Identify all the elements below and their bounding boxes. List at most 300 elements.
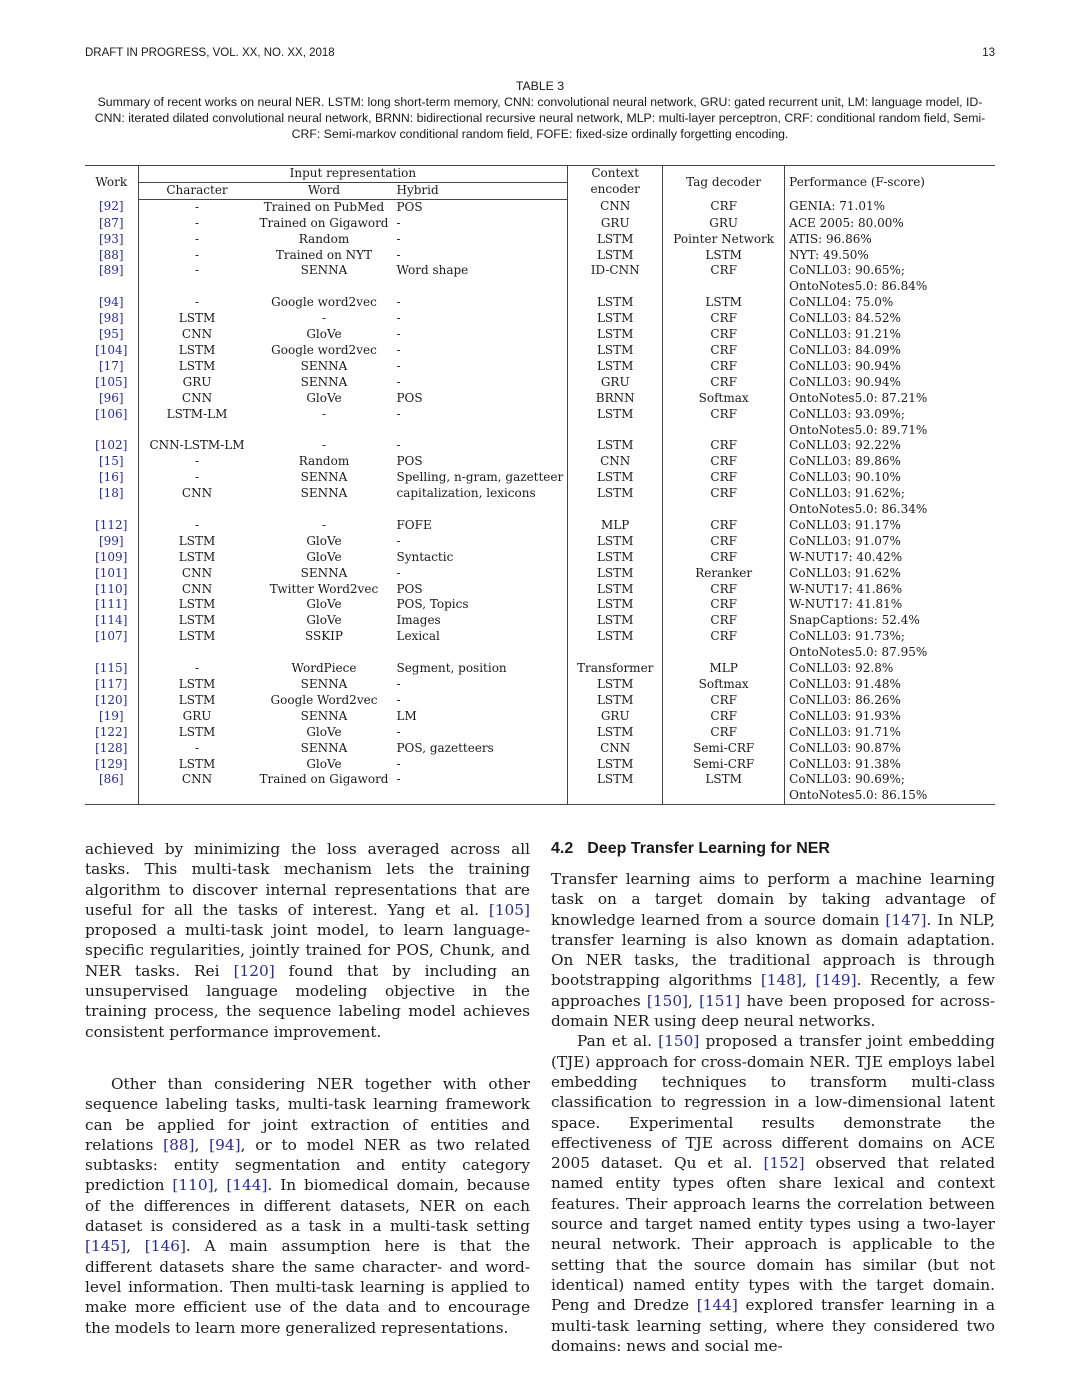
cell-hybrid: - [396, 247, 401, 262]
cell-encoder: LSTM [568, 582, 663, 598]
work-ref[interactable]: [115] [95, 661, 128, 676]
cell-word: GloVe [306, 390, 342, 405]
work-ref[interactable]: [128] [95, 740, 128, 755]
cell-performance: CoNLL03: 91.62%; [785, 486, 995, 502]
work-ref[interactable]: [95] [98, 327, 124, 342]
text-run: proposed a transfer joint embedding (TJE) approach for cross-domain NER. TJE employs label embedding techniques to transform multi-class classification to regression in a low-dimensional latent space. Experimental results demonstrate the effectiveness of TJE across different domains on ACE 2005 dataset. Qu et al. [551, 1032, 995, 1173]
cell-decoder: CRF [663, 343, 785, 359]
cell-encoder: LSTM [568, 295, 663, 311]
text-run: , [801, 971, 816, 990]
cell-word: GloVe [306, 597, 342, 612]
cell-hybrid: - [396, 342, 401, 357]
cell-performance: CoNLL03: 90.87% [785, 741, 995, 757]
cell-character: LSTM [138, 677, 255, 693]
table-row [85, 613, 995, 629]
cell-encoder: LSTM [568, 438, 663, 454]
table-row [85, 454, 995, 470]
header-word: Word [255, 182, 392, 199]
work-ref[interactable]: [102] [95, 438, 128, 453]
empty-cell [663, 423, 785, 439]
citation-link[interactable]: [149] [815, 971, 857, 990]
cell-performance: CoNLL03: 91.38% [785, 757, 995, 773]
cell-decoder: CRF [663, 375, 785, 391]
work-ref[interactable]: [15] [98, 454, 124, 469]
work-ref[interactable]: [94] [98, 295, 124, 310]
cell-character: CNN [138, 582, 255, 598]
table-row [85, 375, 995, 391]
cell-encoder: LSTM [568, 566, 663, 582]
cell-word: Random [298, 454, 350, 469]
cell-encoder: LSTM [568, 486, 663, 502]
text-run: . In NLP, transfer learning is also known as domain adaptation. On NER tasks, the traditional approach is through bootstrapping algorithms [551, 910, 995, 990]
work-ref[interactable]: [106] [95, 406, 128, 421]
cell-word: SENNA [300, 470, 348, 485]
header-work: Work [85, 166, 138, 200]
cell-hybrid: POS [396, 454, 423, 469]
work-ref[interactable]: [18] [98, 486, 124, 501]
cell-performance: CoNLL03: 90.65%; [785, 263, 995, 279]
cell-hybrid: - [396, 327, 401, 342]
empty-cell [568, 279, 663, 295]
table-row [85, 772, 995, 788]
work-ref[interactable]: [112] [95, 517, 128, 532]
cell-decoder: CRF [663, 582, 785, 598]
cell-hybrid: - [396, 756, 401, 771]
citation-link[interactable]: [151] [699, 991, 741, 1010]
cell-word: GloVe [306, 756, 342, 771]
cell-performance: CoNLL03: 90.94% [785, 375, 995, 391]
cell-word: GloVe [306, 613, 342, 628]
paragraph-transfer-learning [551, 869, 995, 1031]
text-run: , or to model NER as two related subtasks: entity segmentation and entity category prediction [85, 1135, 530, 1195]
work-ref[interactable]: [120] [95, 692, 128, 707]
cell-encoder: LSTM [568, 248, 663, 264]
citation-link[interactable]: [147] [885, 910, 927, 929]
cell-hybrid: - [396, 215, 401, 230]
cell-encoder: LSTM [568, 343, 663, 359]
cell-performance: CoNLL04: 75.0% [785, 295, 995, 311]
cell-hybrid: - [396, 692, 401, 707]
empty-cell [663, 788, 785, 804]
cell-word: GloVe [306, 724, 342, 739]
cell-performance: W-NUT17: 41.81% [785, 597, 995, 613]
table-row [85, 263, 995, 279]
cell-hybrid: capitalization, lexicons [396, 486, 536, 501]
text-run: . Recently, a few approaches [551, 971, 995, 1010]
cell-character: - [138, 518, 255, 534]
text-run: have been proposed for across-domain NER using deep neural networks. [551, 991, 996, 1031]
cell-hybrid: POS [396, 199, 423, 214]
cell-hybrid: LM [396, 708, 417, 723]
cell-performance: CoNLL03: 84.09% [785, 343, 995, 359]
empty-cell [138, 423, 255, 439]
citation-link[interactable]: [150] [646, 991, 689, 1010]
work-ref[interactable]: [17] [98, 358, 124, 373]
cell-word: Twitter Word2vec [269, 581, 379, 596]
cell-word: Trained on Gigaword [259, 215, 389, 230]
empty-cell [255, 502, 392, 518]
cell-performance: CoNLL03: 92.8% [785, 661, 995, 677]
table-row [85, 693, 995, 709]
text-run: , [126, 1237, 145, 1256]
cell-encoder: LSTM [568, 550, 663, 566]
header-tag-decoder: Tag decoder [663, 166, 785, 200]
empty-cell [85, 645, 138, 661]
cell-hybrid: - [396, 358, 401, 373]
cell-performance-line2: OntoNotes5.0: 89.71% [785, 423, 995, 439]
cell-performance-line2: OntoNotes5.0: 87.95% [785, 645, 995, 661]
cell-performance: W-NUT17: 40.42% [785, 550, 995, 566]
cell-decoder: CRF [663, 470, 785, 486]
cell-character: GRU [138, 709, 255, 725]
cell-decoder: CRF [663, 327, 785, 343]
cell-decoder: Pointer Network [663, 232, 785, 248]
cell-character: LSTM [138, 725, 255, 741]
cell-decoder: LSTM [663, 772, 785, 788]
table-label: TABLE 3 [515, 79, 565, 93]
empty-cell [255, 788, 392, 804]
cell-performance-line2: OntoNotes5.0: 86.34% [785, 502, 995, 518]
cell-character: CNN-LSTM-LM [138, 438, 255, 454]
empty-cell [255, 645, 392, 661]
text-run: . In biomedical domain, because of the differences in different datasets, NER on each dataset is considered as a task in a multi-task setting [85, 1176, 530, 1236]
cell-character: LSTM [138, 629, 255, 645]
work-ref[interactable]: [111] [95, 597, 128, 612]
cell-encoder: LSTM [568, 534, 663, 550]
paragraph-multitask-mechanism [85, 839, 530, 1042]
cell-decoder: Softmax [663, 391, 785, 407]
cell-performance: NYT: 49.50% [785, 248, 995, 264]
cell-character: LSTM [138, 359, 255, 375]
cell-hybrid: POS, Topics [396, 597, 469, 612]
cell-performance: ATIS: 96.86% [785, 232, 995, 248]
empty-cell [138, 502, 255, 518]
cell-hybrid: Syntactic [396, 549, 454, 564]
cell-encoder: MLP [568, 518, 663, 534]
cell-decoder: CRF [663, 629, 785, 645]
table-row [85, 407, 995, 423]
table-row [85, 518, 995, 534]
text-run: achieved by minimizing the loss averaged across all tasks. This multi-task mechanism lets the training algorithm to discover internal representations that are useful for all the tasks of interest. Yang et al. [85, 840, 530, 919]
cell-hybrid: - [396, 406, 401, 421]
cell-hybrid: Segment, position [396, 661, 507, 676]
cell-encoder: CNN [568, 454, 663, 470]
cell-word: - [321, 406, 327, 421]
header-context-encoder [568, 166, 663, 200]
cell-encoder: LSTM [568, 470, 663, 486]
cell-encoder: LSTM [568, 359, 663, 375]
cell-character: LSTM [138, 597, 255, 613]
table-row [85, 438, 995, 454]
cell-decoder: CRF [663, 407, 785, 423]
cell-decoder: CRF [663, 725, 785, 741]
right-column [551, 869, 995, 1356]
cell-decoder: Reranker [663, 566, 785, 582]
cell-decoder: Softmax [663, 677, 785, 693]
cell-encoder: Transformer [568, 661, 663, 677]
table-row [85, 566, 995, 582]
cell-character: LSTM [138, 534, 255, 550]
cell-hybrid: FOFE [396, 517, 432, 532]
text-run: . A main assumption here is that the different datasets share the same character- and word-level information. Then multi-task learning is applied to make more efficient use of the data and to encourage the models to learn more generalized representations. [85, 1237, 530, 1337]
left-column-paragraph-2 [85, 1074, 530, 1338]
section-heading [551, 840, 830, 858]
work-ref[interactable]: [101] [95, 565, 128, 580]
cell-decoder: CRF [663, 518, 785, 534]
cell-performance: CoNLL03: 93.09%; [785, 407, 995, 423]
cell-character: - [138, 454, 255, 470]
cell-character: LSTM [138, 343, 255, 359]
citation-link[interactable]: [148] [760, 971, 802, 990]
cell-character: LSTM [138, 311, 255, 327]
cell-performance: CoNLL03: 86.26% [785, 693, 995, 709]
cell-word: GloVe [306, 533, 342, 548]
table-row-continuation [85, 423, 995, 439]
cell-word: SENNA [300, 358, 348, 373]
work-ref[interactable]: [88] [98, 247, 124, 262]
work-ref[interactable]: [96] [98, 390, 124, 405]
work-ref[interactable]: [16] [98, 470, 124, 485]
cell-decoder: Semi-CRF [663, 741, 785, 757]
work-ref[interactable]: [129] [95, 756, 128, 771]
empty-cell [85, 502, 138, 518]
cell-encoder: LSTM [568, 613, 663, 629]
cell-hybrid: - [396, 438, 401, 453]
work-ref[interactable]: [105] [95, 374, 128, 389]
cell-performance-line2: OntoNotes5.0: 86.84% [785, 279, 995, 295]
cell-character: - [138, 248, 255, 264]
cell-word: SENNA [300, 677, 348, 691]
cell-hybrid: - [396, 772, 401, 787]
cell-performance: OntoNotes5.0: 87.21% [785, 391, 995, 407]
cell-hybrid: Lexical [396, 629, 440, 644]
cell-encoder: LSTM [568, 327, 663, 343]
section-number: 4.2 [551, 840, 574, 857]
cell-performance: CoNLL03: 89.86% [785, 454, 995, 470]
work-ref[interactable]: [122] [95, 724, 128, 739]
cell-character: CNN [138, 486, 255, 502]
cell-encoder: ID-CNN [568, 263, 663, 279]
empty-cell [85, 788, 138, 804]
work-ref[interactable]: [117] [95, 677, 128, 691]
table-row [85, 391, 995, 407]
empty-cell [568, 423, 663, 439]
cell-decoder: CRF [663, 613, 785, 629]
empty-cell [392, 502, 567, 518]
text-run: Transfer learning aims to perform a machine learning task on a target domain by taking advantage of knowledge learned from a source domain [551, 870, 995, 929]
cell-word: SENNA [300, 486, 348, 501]
cell-word: SENNA [300, 565, 348, 580]
cell-encoder: GRU [568, 709, 663, 725]
citation-link[interactable]: [152] [763, 1154, 805, 1173]
table-caption [84, 78, 996, 142]
cell-word: GloVe [306, 327, 342, 342]
empty-cell [663, 645, 785, 661]
cell-word: GloVe [306, 549, 342, 564]
cell-decoder: CRF [663, 534, 785, 550]
citation-link[interactable]: [94] [209, 1135, 241, 1154]
table-row [85, 232, 995, 248]
work-ref[interactable]: [99] [98, 533, 124, 548]
cell-encoder: BRNN [568, 391, 663, 407]
empty-cell [568, 502, 663, 518]
cell-decoder: CRF [663, 263, 785, 279]
cell-performance: CoNLL03: 91.71% [785, 725, 995, 741]
empty-cell [85, 279, 138, 295]
cell-word: SSKIP [304, 629, 343, 644]
left-column-paragraph-1 [85, 839, 530, 1042]
table-row-continuation [85, 279, 995, 295]
cell-encoder: GRU [568, 216, 663, 232]
cell-encoder: LSTM [568, 629, 663, 645]
citation-link[interactable]: [120] [233, 961, 275, 980]
work-ref[interactable]: [98] [98, 311, 124, 326]
empty-cell [392, 423, 567, 439]
cell-decoder: CRF [663, 486, 785, 502]
table-row-continuation [85, 502, 995, 518]
table-row-continuation [85, 645, 995, 661]
cell-encoder: LSTM [568, 407, 663, 423]
cell-word: Google word2vec [271, 295, 377, 310]
work-ref[interactable]: [89] [98, 263, 124, 278]
text-run: observed that related named entity types often share lexical and context features. Their approach learns the correlation between source and target named entity types using a two-layer neural network. Their approach is applicable to the setting that the source domain has similar (but not identical) named entity types with the target domain. Peng and Dredze [551, 1154, 995, 1315]
empty-cell [255, 279, 392, 295]
table-row [85, 582, 995, 598]
text-run: , [213, 1176, 227, 1195]
work-ref[interactable]: [86] [98, 772, 124, 787]
cell-character: CNN [138, 772, 255, 788]
citation-link[interactable]: [105] [488, 900, 530, 919]
table-row [85, 550, 995, 566]
cell-character: - [138, 263, 255, 279]
journal-title: DRAFT IN PROGRESS, VOL. XX, NO. XX, 2018 [85, 47, 335, 59]
cell-encoder: LSTM [568, 677, 663, 693]
cell-decoder: CRF [663, 438, 785, 454]
table-row [85, 725, 995, 741]
citation-link[interactable]: [144] [226, 1176, 268, 1195]
cell-encoder: LSTM [568, 757, 663, 773]
cell-word: Google word2vec [271, 342, 377, 357]
cell-hybrid: Word shape [396, 263, 469, 278]
work-ref[interactable]: [87] [98, 215, 124, 230]
cell-character: - [138, 295, 255, 311]
empty-cell [663, 279, 785, 295]
text-run: found that by including an unsupervised language modeling objective in the training process, the sequence labeling model achieves consistent performance improvement. [85, 961, 530, 1041]
cell-performance: CoNLL03: 91.62% [785, 566, 995, 582]
cell-word: Random [298, 231, 350, 246]
cell-encoder: CNN [568, 741, 663, 757]
cell-hybrid: - [396, 374, 401, 389]
ner-works-table [85, 165, 995, 805]
cell-word: Trained on PubMed [263, 199, 385, 214]
cell-word: Trained on NYT [275, 247, 373, 262]
cell-word: SENNA [300, 740, 348, 755]
table-caption-text: Summary of recent works on neural NER. LSTM: long short-term memory, CNN: convolutional neural network, GRU: gated recurrent unit, LM: language model, ID-CNN: iterated dilated convolutional neural network, BRNN: bidirectional recursive neural network, MLP: multi-layer perceptron, CRF: conditional random field, Semi-CRF: Semi-markov conditional random field, FOFE: fixed-size ordinally forgetting encoding. [94, 95, 986, 141]
empty-cell [255, 423, 392, 439]
header-hybrid: Hybrid [392, 182, 567, 199]
cell-decoder: Semi-CRF [663, 757, 785, 773]
citation-link[interactable]: [145] [85, 1237, 127, 1256]
cell-performance: CoNLL03: 92.22% [785, 438, 995, 454]
table-row [85, 199, 995, 215]
cell-hybrid: - [396, 677, 401, 691]
citation-link[interactable]: [146] [144, 1237, 186, 1256]
citation-link[interactable]: [150] [658, 1032, 700, 1051]
work-ref[interactable]: [92] [98, 199, 124, 214]
citation-link[interactable]: [110] [172, 1176, 214, 1195]
work-ref[interactable]: [19] [98, 708, 124, 723]
cell-character: - [138, 232, 255, 248]
cell-performance: CoNLL03: 90.69%; [785, 772, 995, 788]
cell-decoder: LSTM [663, 248, 785, 264]
cell-decoder: CRF [663, 550, 785, 566]
cell-decoder: CRF [663, 454, 785, 470]
empty-cell [138, 645, 255, 661]
cell-hybrid: POS [396, 581, 423, 596]
citation-link[interactable]: [88] [163, 1135, 195, 1154]
cell-word: - [321, 517, 327, 532]
cell-performance: CoNLL03: 91.21% [785, 327, 995, 343]
work-ref[interactable]: [107] [95, 629, 128, 644]
cell-character: LSTM [138, 613, 255, 629]
cell-decoder: GRU [663, 216, 785, 232]
cell-character: - [138, 216, 255, 232]
cell-hybrid: - [396, 295, 401, 310]
cell-word: Trained on Gigaword [259, 772, 389, 787]
header-context-encoder-line1: Context [591, 166, 640, 180]
cell-decoder: LSTM [663, 295, 785, 311]
cell-decoder: CRF [663, 709, 785, 725]
cell-decoder: CRF [663, 597, 785, 613]
cell-performance: CoNLL03: 91.48% [785, 677, 995, 693]
table-row-continuation [85, 788, 995, 804]
cell-hybrid: POS, gazetteers [396, 740, 494, 755]
cell-hybrid: - [396, 231, 401, 246]
cell-performance: GENIA: 71.01% [785, 199, 995, 215]
citation-link[interactable]: [144] [696, 1296, 738, 1315]
cell-encoder: LSTM [568, 725, 663, 741]
page-number: 13 [982, 47, 995, 59]
work-ref[interactable]: [109] [95, 549, 128, 564]
text-run: , [194, 1135, 210, 1154]
cell-character: LSTM [138, 693, 255, 709]
cell-performance: ACE 2005: 80.00% [785, 216, 995, 232]
cell-character: - [138, 741, 255, 757]
empty-cell [85, 423, 138, 439]
work-ref[interactable]: [110] [95, 581, 128, 596]
cell-performance: CoNLL03: 84.52% [785, 311, 995, 327]
cell-encoder: LSTM [568, 232, 663, 248]
header-performance: Performance (F-score) [785, 166, 995, 200]
cell-encoder: LSTM [568, 597, 663, 613]
cell-performance: CoNLL03: 91.17% [785, 518, 995, 534]
cell-performance: CoNLL03: 91.07% [785, 534, 995, 550]
work-ref[interactable]: [114] [95, 613, 128, 628]
cell-hybrid: - [396, 533, 401, 548]
cell-word: WordPiece [291, 661, 357, 676]
text-run: Other than considering NER together with other sequence labeling tasks, multi-task learning framework can be applied for joint extraction of entities and relations [85, 1075, 530, 1154]
header-context-encoder-line2: encoder [590, 181, 640, 196]
table-row [85, 311, 995, 327]
cell-character: CNN [138, 391, 255, 407]
table-row [85, 216, 995, 232]
cell-hybrid: - [396, 565, 401, 580]
work-ref[interactable]: [93] [98, 231, 124, 246]
work-ref[interactable]: [104] [95, 342, 128, 357]
cell-word: - [321, 311, 327, 326]
cell-word: Google Word2vec [270, 692, 378, 707]
table-row [85, 757, 995, 773]
